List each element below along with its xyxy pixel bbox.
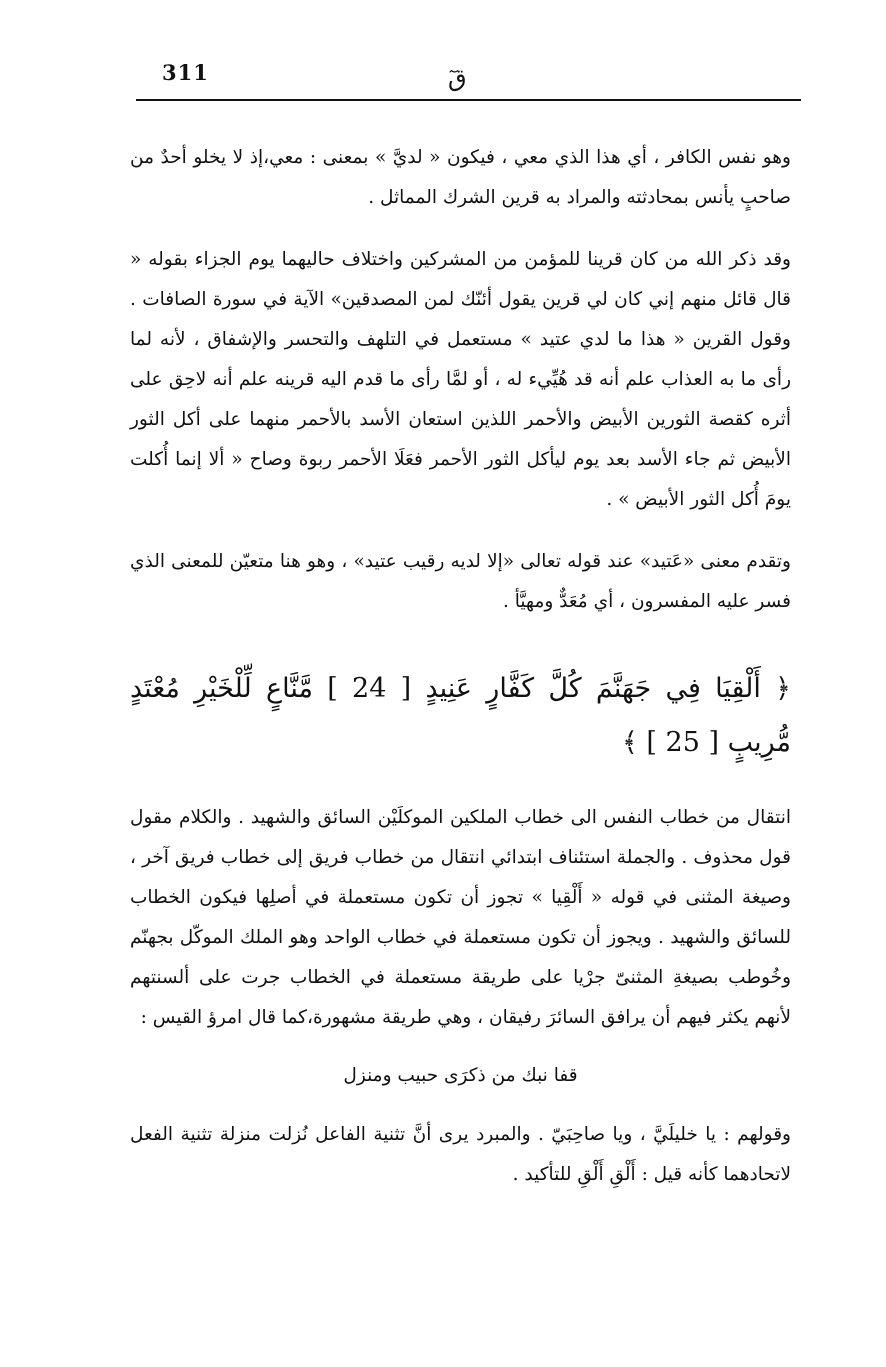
header-rule xyxy=(136,99,801,101)
paragraph-5: وقولهم : يا خليلَيَّ ، ويا صاحِبَيّ . والمبرد يرى أنَّ تثنية الفاعل نُزلت منزلة تثنية الفعل لاتحادهما كأنه قيل : أَلْقِ أَلْقِ للتأكيد . xyxy=(130,1123,791,1185)
paragraph-2: وقد ذكر الله من كان قرينا للمؤمن من المشركين واختلاف حاليهما يوم الجزاء بقوله « قال قائل منهم إني كان لي قرين يقول أئنّك لمن المصدقين» الآية في سورة الصافات . وقول القرين « هذا ما لدي عتيد » مستعمل في التلهف والتحسر والإشفاق ، لأنه لما رأى ما به العذاب علم أنه قد هُيِّيء له ، أو لمَّا رأى ما قدم اليه قرينه علم أنه لاحِق على أثره كقصة الثورين الأبيض والأحمر اللذين استعان الأسد بالأحمر منهما على أكل الثور الأبيض ثم جاء الأسد بعد يوم ليأكل الثور الأحمر فعَلَا الأحمر ربوة وصاح « ألا إنما أُكلت يومَ أُكل الثور الأبيض » . xyxy=(130,249,791,510)
paragraph-3: وتقدم معنى «عَتيد» عند قوله تعالى «إلا لديه رقيب عتيد» ، وهو هنا متعيّن للمعنى الذي فسر عليه المفسرون ، أي مُعَدٌّ ومهيَّأ . xyxy=(130,551,791,612)
poem-line: قفا نبك من ذكرَى حبيب ومنزل xyxy=(343,1065,578,1086)
page-number: 311 xyxy=(162,60,209,85)
paragraph-1: وهو نفس الكافر ، أي هذا الذي معي ، فيكون « لديَّ » بمعنى : معي،إذ لا يخلو أحدٌ من صاحبٍ يأنس بمحادثته والمراد به قرين الشرك المماثل . xyxy=(130,147,791,208)
page-body xyxy=(130,138,791,1195)
quran-verse: ﴿ أَلْقِيَا فِي جَهَنَّمَ كُلَّ كَفَّارٍ عَنِيدٍ [ 24 ] مَّنَّاعٍ لِّلْخَيْرِ مُعْتَدٍ مُّرِيبٍ [ 25 ] ﴾ xyxy=(130,673,791,758)
page-header xyxy=(136,58,801,102)
surah-title: قٓ xyxy=(448,64,467,92)
paragraph-4: انتقال من خطاب النفس الى خطاب الملكين الموكلَيْن السائق والشهيد . والكلام مقول قول محذوف . والجملة استئناف ابتدائي انتقال من خطاب فريق إلى خطاب فريق آخر ، وصيغة المثنى في قوله « أَلْقِيا » تجوز أن تكون مستعملة في أصلِها فيكون الخطاب للسائق والشهيد . ويجوز أن تكون مستعملة في خطاب الواحد وهو الملك الموكّل بجهنّم وخُوطب بصيغةِ المثنىّ جرْيا على طريقة مستعملة في الخطاب جرت على ألسنتهم لأنهم يكثر فيهم أن يرافق السائرَ رفيقان ، وهي طريقة مشهورة،كما قال امرؤ القيس : xyxy=(130,807,791,1028)
